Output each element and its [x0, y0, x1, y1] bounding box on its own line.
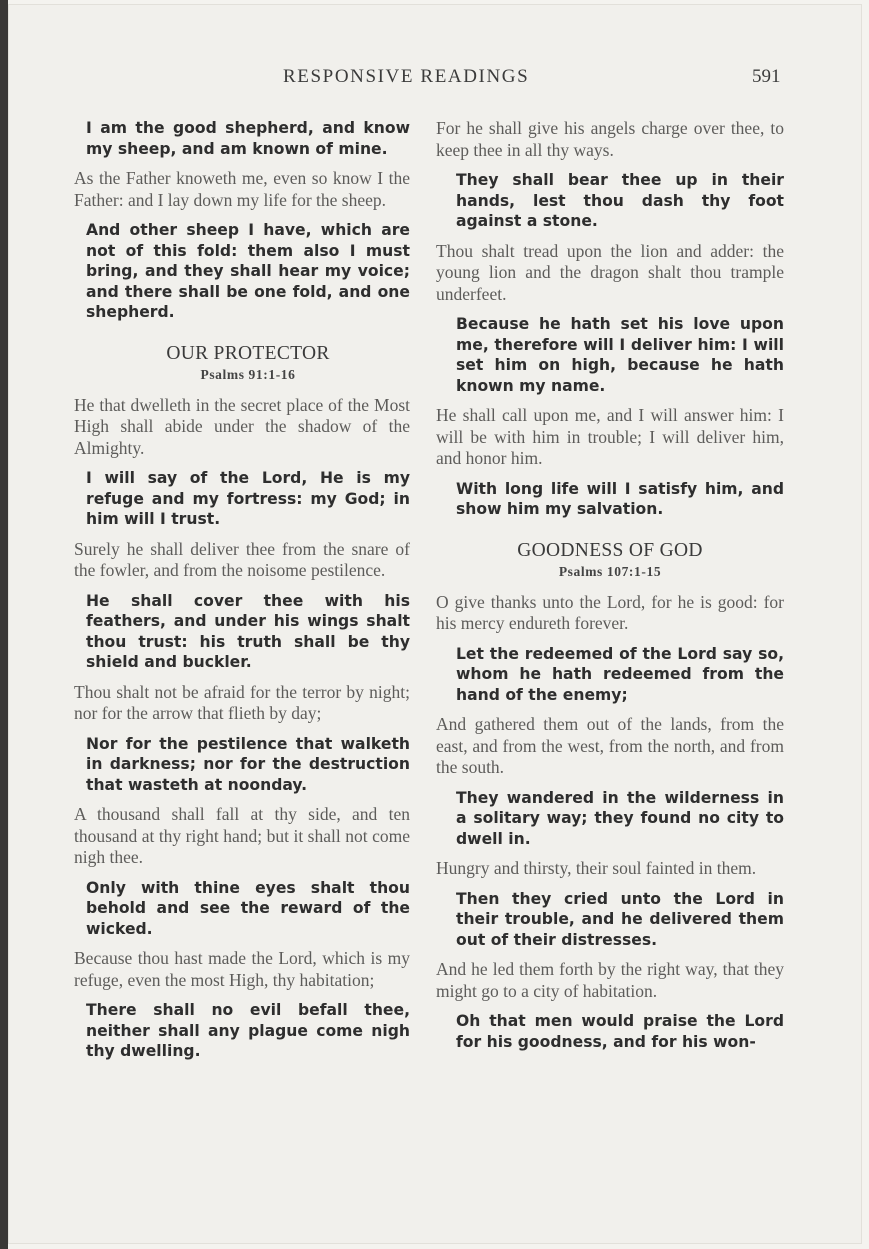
people-response: Oh that men would praise the Lord for his goodness, and for his won-: [456, 1012, 784, 1051]
people-response: He shall cover thee with his feathers, and under his wings shalt thou trust: his truth shall be thy shield and buckler.: [86, 591, 410, 671]
people-response: I am the good shepherd, and know my sheep, and am known of mine.: [86, 119, 410, 158]
people-response: There shall no evil befall thee, neither shall any plague come nigh thy dwelling.: [86, 1001, 410, 1060]
section-title: OUR PROTECTOR: [166, 342, 330, 364]
leader-reading: O give thanks unto the Lord, for he is good: for his mercy endureth forever.: [436, 591, 784, 633]
binding-edge: [0, 0, 8, 1249]
leader-reading: As the Father knoweth me, even so know I the Father: and I lay down my life for the sheep.: [74, 168, 410, 210]
leader-reading: Because thou hast made the Lord, which is my refuge, even the most High, thy habitation;: [74, 948, 410, 990]
leader-reading: Surely he shall deliver thee from the snare of the fowler, and from the noisome pestilence.: [74, 538, 410, 580]
leader-reading: Thou shalt tread upon the lion and adder: the young lion and the dragon shalt thou trample underfeet.: [436, 240, 784, 304]
section-reference: Psalms 91:1-16: [200, 366, 296, 382]
page-header: [0, 66, 869, 92]
right-column: [436, 118, 784, 1061]
people-response: With long life will I satisfy him, and show him my salvation.: [456, 479, 784, 518]
leader-reading: And gathered them out of the lands, from the east, and from the west, from the north, and from the south.: [436, 714, 784, 777]
people-response: They shall bear thee up in their hands, lest thou dash thy foot against a stone.: [456, 171, 784, 230]
leader-reading: And he led them forth by the right way, that they might go to a city of habitation.: [436, 959, 784, 1001]
leader-reading: A thousand shall fall at thy side, and ten thousand at thy right hand; but it shall not come nigh thee.: [74, 804, 410, 867]
people-response: Then they cried unto the Lord in their trouble, and he delivered them out of their distresses.: [456, 889, 784, 949]
leader-reading: For he shall give his angels charge over thee, to keep thee in all thy ways.: [436, 118, 784, 160]
people-response: They wandered in the wilderness in a solitary way; they found no city to dwell in.: [456, 788, 784, 848]
section-reference: Psalms 107:1-15: [558, 563, 662, 579]
page-number: 591: [752, 66, 781, 87]
leader-reading: He that dwelleth in the secret place of the Most High shall abide under the shadow of the Almighty.: [74, 394, 410, 458]
leader-reading: Thou shalt not be afraid for the terror by night; nor for the arrow that flieth by day;: [74, 681, 410, 723]
leader-reading: He shall call upon me, and I will answer him: I will be with him in trouble; I will deliver him, and honor him.: [436, 405, 784, 468]
people-response: And other sheep I have, which are not of this fold: them also I must bring, and they shall hear my voice; and there shall be one fold, and one shepherd.: [86, 221, 410, 321]
people-response: Let the redeemed of the Lord say so, whom he hath redeemed from the hand of the enemy;: [456, 644, 784, 704]
people-response: Nor for the pestilence that walketh in darkness; nor for the destruction that wasteth at noonday.: [86, 734, 410, 794]
people-response: Because he hath set his love upon me, therefore will I deliver him: I will set him on high, because he hath known my name.: [456, 315, 784, 395]
left-column: [74, 118, 410, 1071]
people-response: Only with thine eyes shalt thou behold and see the reward of the wicked.: [86, 878, 410, 938]
running-head: RESPONSIVE READINGS: [283, 66, 530, 87]
people-response: I will say of the Lord, He is my refuge and my fortress: my God; in him will I trust.: [86, 469, 410, 528]
section-title: GOODNESS OF GOD: [517, 539, 703, 561]
leader-reading: Hungry and thirsty, their soul fainted in them.: [436, 858, 757, 878]
